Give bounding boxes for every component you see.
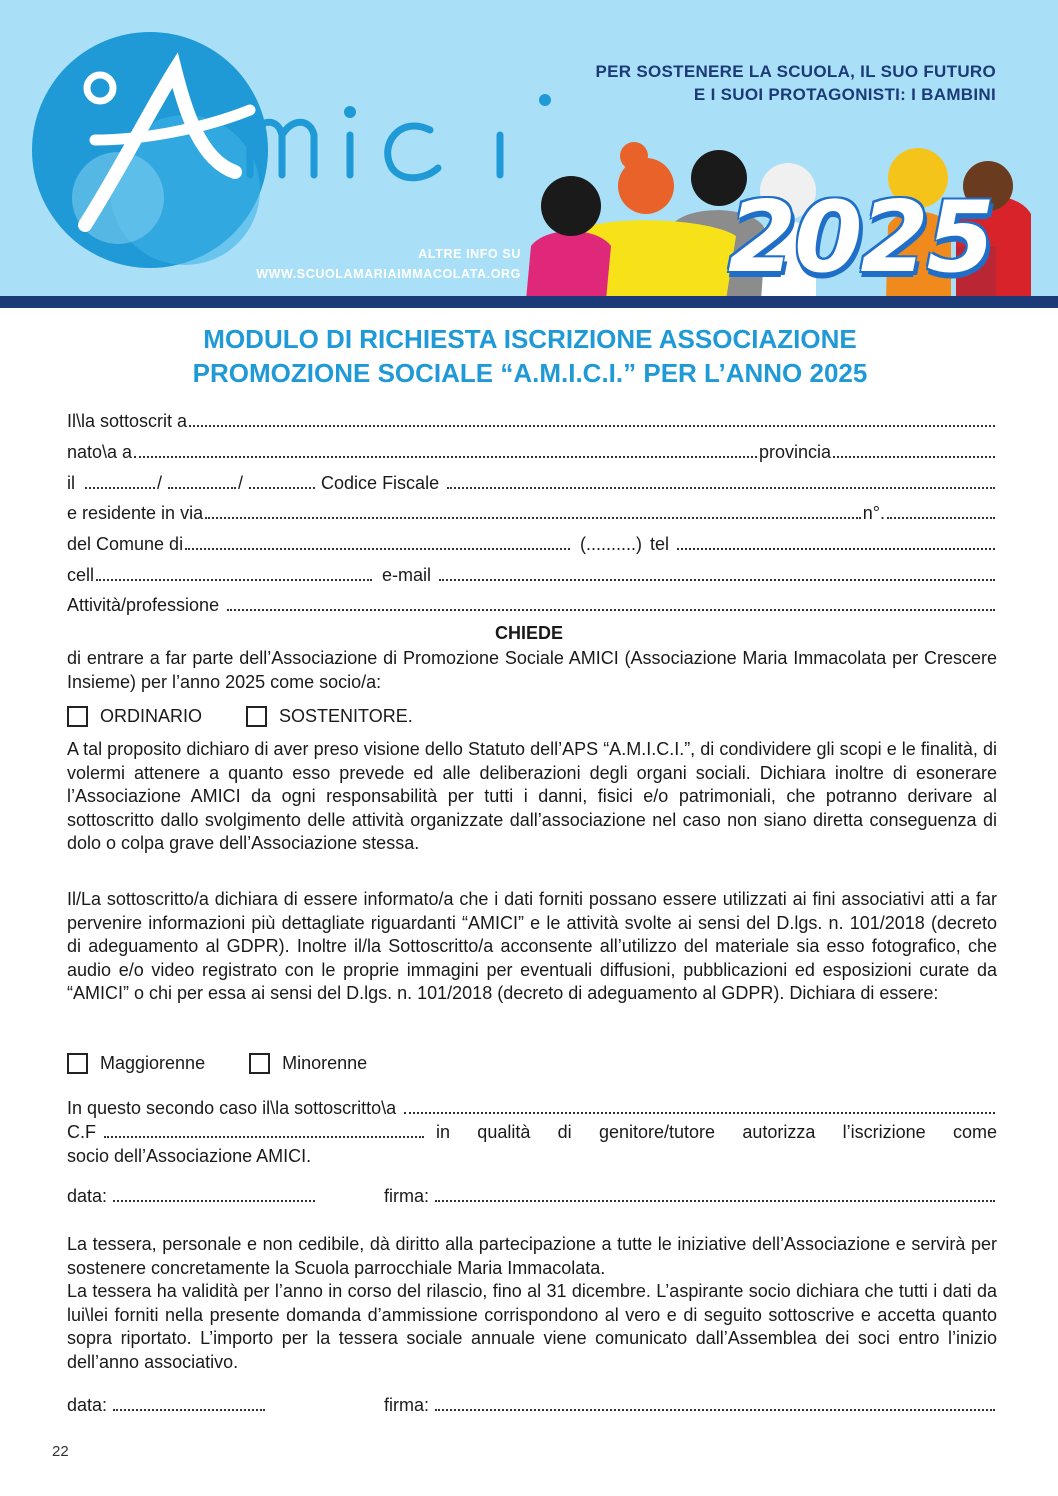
label-minore-socio: socio dell’Associazione AMICI. bbox=[67, 1146, 312, 1166]
field-residenza[interactable] bbox=[67, 498, 997, 524]
field-nascita[interactable] bbox=[67, 437, 997, 463]
tagline bbox=[556, 60, 996, 106]
input-line-minore-cf[interactable] bbox=[104, 1136, 424, 1138]
field-attivita[interactable] bbox=[67, 590, 997, 616]
checkbox-maggiorenne[interactable] bbox=[67, 1053, 88, 1074]
option-ordinario-label: ORDINARIO bbox=[100, 705, 203, 726]
paragraph-validita: La tessera ha validità per l’anno in corso del rilascio, fino al 31 dicembre. L’aspirante socio dichiara che tutti i dati da lui\lei forniti nella presente domanda d’ammissione corrispondono al vero e di seguito sottoscrive e accetta quanto sopra riportato. L’importo per la tessera sociale annuale viene comunicato dall’Assemblea dei soci entro l’inizio dell’anno associativo. bbox=[67, 1281, 997, 1372]
label-tel: tel bbox=[649, 534, 669, 554]
page-number: 22 bbox=[52, 1443, 69, 1460]
option-minorenne-label: Minorenne bbox=[282, 1052, 368, 1073]
paragraph-privacy: Il/La sottoscritto/a dichiara di essere informato/a che i dati forniti possano essere utilizzati ai fini associativi atti a far pervenire informazioni più dettagliate riguardanti “AMICI” e le attività svolte ai sensi del D.lgs. n. 101/2018 (decreto di adeguamento al GDPR). Inoltre il/la Sottoscritto/a acconsente all’utilizzo del materiale sia esso fotografico, che audio e/o video registrato con le proprie immagini per eventuali diffusioni, pubblicazioni ed esposizioni curate da “AMICI” o chi per essa ai sensi del D.lgs. n. 101/2018 (decreto di adeguamento al GDPR). Dichiara di essere: bbox=[67, 889, 997, 1003]
age-options bbox=[67, 1050, 411, 1076]
banner-stripe bbox=[0, 296, 1058, 308]
input-line-firma-1[interactable] bbox=[435, 1200, 995, 1202]
label-data-2: data: bbox=[67, 1395, 108, 1415]
paragraph-tessera: La tessera, personale e non cedibile, dà diritto alla partecipazione a tutte le iniziative dell’Associazione e servirà per sostenere concretamente la Scuola parrocchiale Maria Immacolata. bbox=[67, 1234, 997, 1278]
input-line-provincia[interactable] bbox=[833, 456, 995, 458]
form-title-line1: MODULO DI RICHIESTA ISCRIZIONE ASSOCIAZIONE bbox=[203, 324, 857, 354]
input-line-codice-fiscale[interactable] bbox=[447, 487, 995, 489]
input-line-sottoscritto[interactable] bbox=[189, 425, 995, 427]
input-line-minore-sottoscritto[interactable] bbox=[404, 1112, 995, 1114]
form-title bbox=[60, 322, 1000, 390]
input-line-data-2[interactable] bbox=[113, 1409, 265, 1411]
header-banner bbox=[0, 0, 1058, 300]
label-codice-fiscale: Codice Fiscale bbox=[321, 473, 440, 493]
label-minore-cf: C.F bbox=[67, 1122, 96, 1142]
field-firma-2[interactable] bbox=[384, 1390, 997, 1416]
website-link[interactable]: WWW.SCUOLAMARIAIMMACOLATA.ORG bbox=[256, 267, 521, 281]
input-line-attivita[interactable] bbox=[227, 609, 995, 611]
label-nato: nato\a a bbox=[67, 442, 133, 462]
checkbox-sostenitore[interactable] bbox=[246, 706, 267, 727]
option-maggiorenne[interactable] bbox=[67, 1053, 205, 1074]
label-il: il bbox=[67, 473, 75, 493]
checkbox-ordinario[interactable] bbox=[67, 706, 88, 727]
chiede-heading: CHIEDE bbox=[494, 623, 563, 643]
field-data-1[interactable] bbox=[67, 1181, 317, 1207]
input-line-mese[interactable] bbox=[168, 487, 236, 489]
option-minorenne[interactable] bbox=[249, 1053, 367, 1074]
field-firma-1[interactable] bbox=[384, 1181, 997, 1207]
input-line-tel[interactable] bbox=[677, 548, 995, 550]
field-minore-socio bbox=[67, 1141, 997, 1167]
input-line-numero[interactable] bbox=[887, 517, 995, 519]
input-line-nato[interactable] bbox=[134, 456, 757, 458]
input-line-email[interactable] bbox=[439, 579, 995, 581]
checkbox-minorenne[interactable] bbox=[249, 1053, 270, 1074]
input-line-via[interactable] bbox=[205, 517, 861, 519]
label-data-1: data: bbox=[67, 1186, 108, 1206]
label-prefisso[interactable]: (..........) bbox=[579, 534, 642, 554]
label-minore-genitore: in qualità di genitore/tutore autorizza l’iscrizione come bbox=[436, 1122, 997, 1142]
field-data-2[interactable] bbox=[67, 1390, 267, 1416]
option-ordinario[interactable] bbox=[67, 706, 202, 727]
input-line-data-1[interactable] bbox=[113, 1200, 315, 1202]
label-residente: e residente in via bbox=[67, 503, 204, 523]
option-sostenitore[interactable] bbox=[246, 706, 413, 727]
tagline-line1: PER SOSTENERE LA SCUOLA, IL SUO FUTURO bbox=[595, 62, 996, 81]
label-attivita: Attività/professione bbox=[67, 595, 220, 615]
field-sottoscritto[interactable] bbox=[67, 406, 997, 432]
year-badge: 2025 bbox=[728, 181, 993, 295]
tagline-line2: E I SUOI PROTAGONISTI: I BAMBINI bbox=[693, 85, 996, 104]
input-line-comune[interactable] bbox=[185, 548, 570, 550]
label-comune: del Comune di bbox=[67, 534, 184, 554]
date-slash-2: / bbox=[238, 473, 244, 493]
label-email: e-mail bbox=[382, 565, 432, 585]
paragraph-statuto: A tal proposito dichiaro di aver preso visione dello Statuto dell’APS “A.M.I.C.I.”, di condividere gli scopi e le finalità, di volermi attenere a quanto esso prevede ed alle deliberazioni degli organi sociali. Dichiara inoltre di esonerare l’Associazione AMICI da ogni responsabilità per tutti i danni, fisici e/o patrimoniali, che potranno derivare al sottoscritto dallo svolgimento delle attività organizzate dall’associazione nel caso non siano diretta conseguenza di dolo o colpa grave dell’Associazione stessa. bbox=[67, 739, 997, 853]
label-minore-sottoscritto: In questo secondo caso il\la sottoscritto\a bbox=[67, 1098, 397, 1118]
option-sostenitore-label: SOSTENITORE. bbox=[279, 705, 413, 726]
label-numero: n°. bbox=[862, 503, 885, 523]
input-line-anno[interactable] bbox=[249, 487, 315, 489]
info-line1: ALTRE INFO SU bbox=[418, 247, 521, 261]
date-slash-1: / bbox=[157, 473, 163, 493]
label-provincia: provincia bbox=[758, 442, 831, 462]
field-data-cf[interactable] bbox=[67, 468, 997, 494]
field-minore-sottoscritto[interactable] bbox=[67, 1093, 997, 1119]
input-line-giorno[interactable] bbox=[85, 487, 155, 489]
option-maggiorenne-label: Maggiorenne bbox=[100, 1052, 206, 1073]
field-contatti[interactable] bbox=[67, 560, 997, 586]
label-firma-1: firma: bbox=[384, 1186, 429, 1206]
label-cell: cell bbox=[67, 565, 95, 585]
paragraph-entrare: di entrare a far parte dell’Associazione di Promozione Sociale AMICI (Associazione Maria Immacolata per Crescere Insieme) per l’anno 2025 come socio/a: bbox=[67, 648, 997, 692]
label-sottoscritto: Il\la sottoscrit a bbox=[67, 411, 188, 431]
field-minore-cf[interactable] bbox=[67, 1117, 997, 1143]
membership-options bbox=[67, 703, 457, 729]
info-box bbox=[176, 244, 521, 284]
input-line-firma-2[interactable] bbox=[435, 1409, 995, 1411]
input-line-cell[interactable] bbox=[96, 579, 372, 581]
label-firma-2: firma: bbox=[384, 1395, 429, 1415]
field-comune[interactable] bbox=[67, 529, 997, 555]
form-title-line2: PROMOZIONE SOCIALE “A.M.I.C.I.” PER L’ANNO 2025 bbox=[192, 358, 868, 388]
